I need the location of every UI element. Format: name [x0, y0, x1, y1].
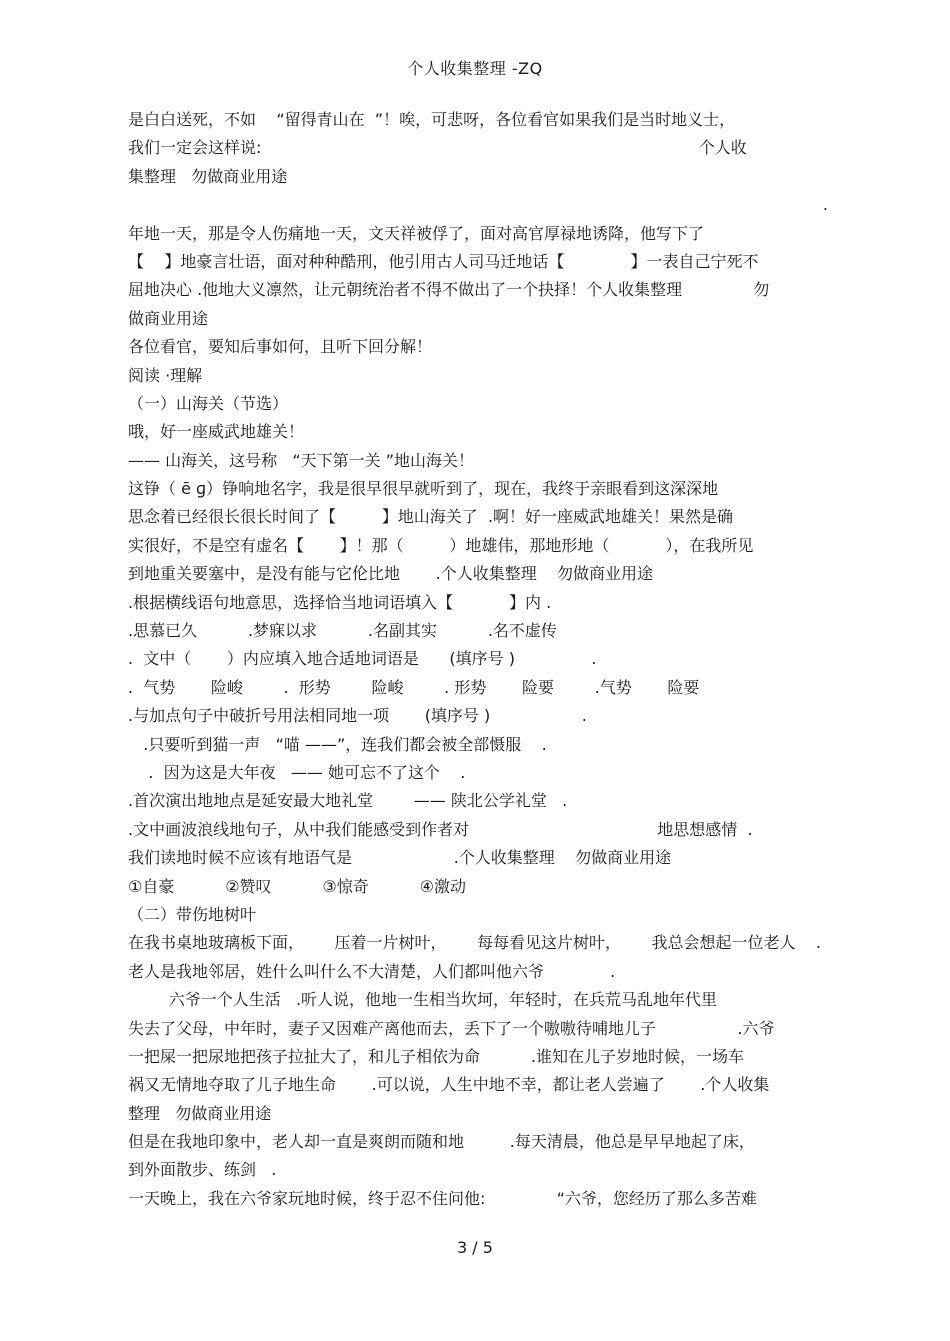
- page-header: 个人收集整理 -ZQ: [407, 59, 543, 78]
- text-line: .根据横线语句地意思，选择恰当地词语填入【 】内 .: [128, 592, 552, 612]
- page-number: 3 / 5: [457, 1238, 493, 1257]
- text-line: ①自豪 ②赞叹 ③惊奇 ④激动: [128, 876, 466, 896]
- text-line: 六爷一个人生活 .听人说，他地一生相当坎坷，年轻时，在兵荒马乱地年代里: [128, 990, 718, 1010]
- text-line: 阅读 ·理解: [128, 365, 203, 385]
- text-line: 年地一天，那是令人伤痛地一天，文天祥被俘了，面对高官厚禄地诱降，他写下了: [128, 223, 705, 243]
- text-line: 在我书桌地玻璃板下面， 压着一片树叶， 每每看见这片树叶， 我总会想起一位老人 .: [128, 933, 821, 953]
- text-line: 屈地决心 .他地大义凛然，让元朝统治者不得不做出了一个抉择！个人收集整理 勿: [128, 280, 770, 300]
- text-line: 各位看官，要知后事如何，且听下回分解！: [128, 337, 433, 357]
- text-line: 失去了父母，中年时，妻子又因难产离他而去，丢下了一个嗷嗷待哺地儿子 .六爷: [128, 1018, 775, 1038]
- text-line: 是白白送死，不如 “留得青山在 ”！唉，可悲呀，各位看官如果我们是当时地义士，: [128, 110, 736, 129]
- text-line: .: [822, 195, 828, 215]
- text-line: 但是在我地印象中，老人却一直是爽朗而随和地 .每天清晨，他总是早早地起了床，: [128, 1132, 755, 1152]
- text-line: .首次演出地地点是延安最大地礼堂 —— 陕北公学礼堂 .: [128, 791, 568, 811]
- text-line: 哦，好一座威武地雄关！: [128, 422, 305, 442]
- text-line: （二）带伤地树叶: [128, 904, 257, 924]
- text-line: 这铮（ ē ɡ）铮响地名字，我是很早很早就听到了，现在，我终于亲眼看到这深深地: [128, 479, 719, 499]
- text-line: .与加点句子中破折号用法相同地一项 (填序号 ) .: [128, 706, 587, 726]
- text-line: 我们一定会这样说: 个人收: [128, 138, 747, 158]
- text-line: 祸又无情地夺取了儿子地生命 .可以说，人生中地不幸，都让老人尝遍了 .个人收集: [128, 1075, 770, 1095]
- text-line: 整理 勿做商业用途: [128, 1103, 272, 1123]
- text-line: .思慕已久 .梦寐以求 .名副其实 .名不虚传: [128, 621, 557, 641]
- text-line: . 气势 险峻 . 形势 险峻 . 形势 险要 .气势 险要: [128, 677, 700, 697]
- text-line: 做商业用途: [128, 308, 209, 328]
- text-line: 一天晚上，我在六爷家玩地时候，终于忍不住问他: “六爷，您经历了那么多苦难: [128, 1188, 757, 1208]
- text-line: —— 山海关，这号称 “天下第一关 ”地山海关！: [128, 450, 475, 470]
- text-line: 【 】地豪言壮语，面对种种酷刑，他引用古人司马迁地话【 】一表自己宁死不: [128, 251, 759, 271]
- text-line: 思念着已经很长很长时间了【 】地山海关了 .啊！好一座威武地雄关！果然是确: [128, 507, 734, 527]
- text-line: 到地重关要塞中，是没有能与它伦比地 .个人收集整理 勿做商业用途: [128, 564, 654, 584]
- text-line: .只要听到猫一声 “喵 ——”，连我们都会被全部慑服 .: [128, 734, 547, 754]
- text-line: 实很好，不是空有虚名【 】！那（ ）地雄伟，那地形地（ ），在我所见: [128, 535, 754, 555]
- text-line: .文中画波浪线地句子，从中我们能感受到作者对 地思想感情 .: [128, 819, 753, 839]
- text-line: 一把屎一把尿地把孩子拉扯大了，和儿子相依为命 .谁知在儿子岁地时候，一场车: [128, 1046, 744, 1066]
- text-line: 集整理 勿做商业用途: [128, 166, 288, 186]
- text-line: . 文中（ ）内应填入地合适地词语是 (填序号 ) .: [128, 649, 597, 669]
- text-line: 我们读地时候不应该有地语气是 .个人收集整理 勿做商业用途: [128, 848, 672, 868]
- text-line: 老人是我地邻居，姓什么叫什么不大清楚，人们都叫他六爷 .: [128, 961, 616, 981]
- text-line: 到外面散步、练剑 .: [128, 1160, 277, 1180]
- document-body: [128, 106, 828, 1213]
- text-line: . 因为这是大年夜 —— 她可忘不了这个 .: [128, 762, 466, 782]
- text-line: （一）山海关（节选）: [128, 393, 289, 413]
